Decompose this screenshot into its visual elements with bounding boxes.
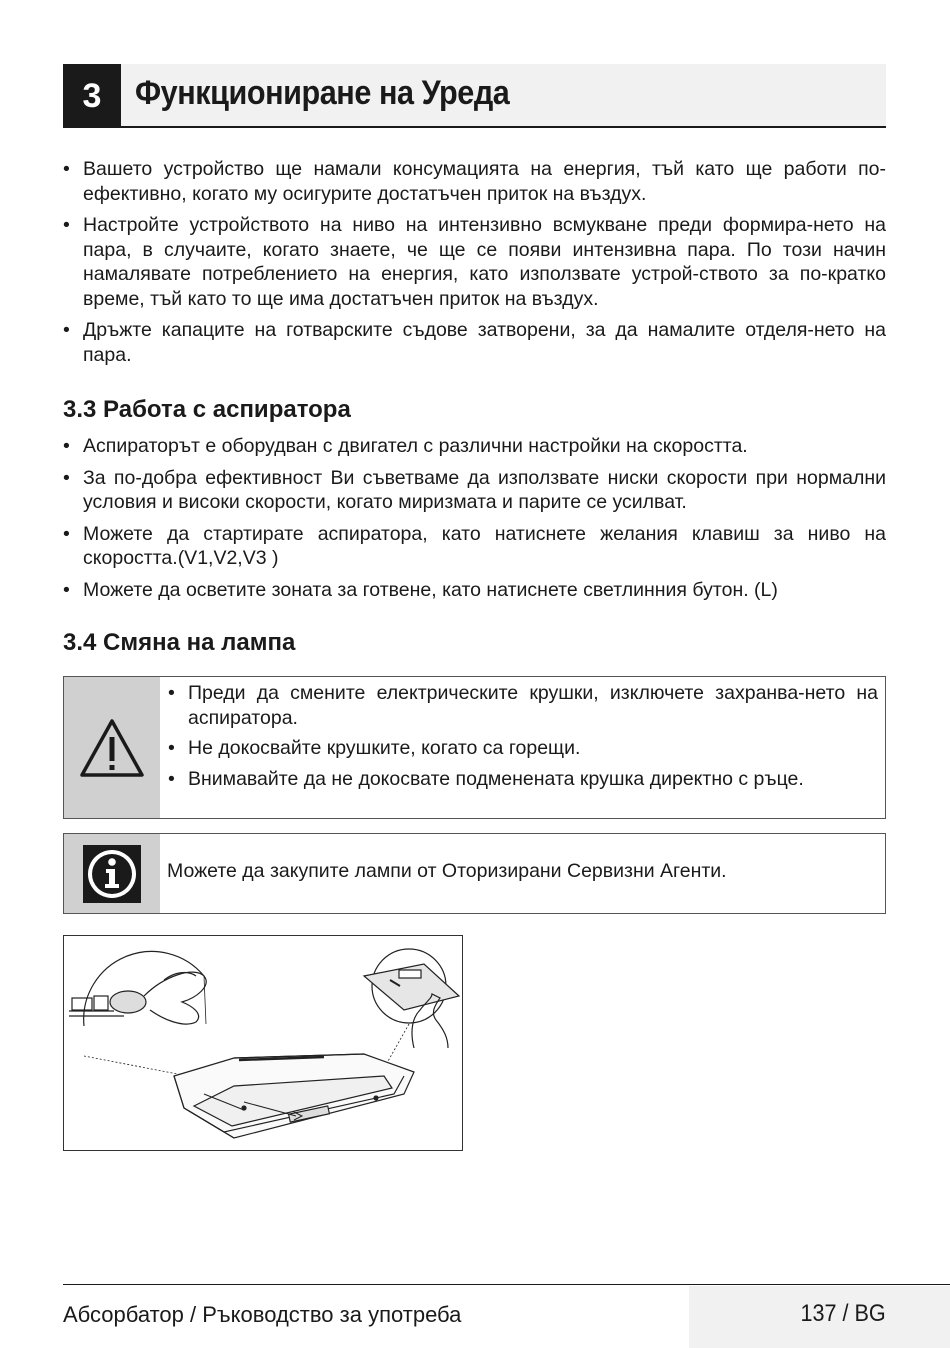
list-item: • Настройте устройството на ниво на интензивно всмукване преди формира-нето на пара, в случаите, когато знаете, че ще се появи интензивна пара. По този начин намалявате потреблението на енергия, като използвате устрой-ството за по-кратко време, тъй като то ще има достатъчен приток на въздух. (63, 213, 886, 311)
section-title: Функциониране на Уреда (135, 74, 510, 112)
warning-side-panel (64, 677, 160, 818)
footer-manual-title: Абсорбатор / Ръководство за употреба (63, 1302, 462, 1327)
list-item: • Внимавайте да не докосвате подменената крушка директно с ръце. (168, 767, 878, 792)
footer-page-box (689, 1286, 950, 1348)
list-item: • Дръжте капаците на готварските съдове затворени, за да намалите отделя-нето на пара. (63, 318, 886, 367)
section-header (63, 64, 886, 128)
list-item: • Преди да смените електрическите крушки, изключете захранва-нето на аспиратора. (168, 681, 878, 730)
subsection-title-3-4: 3.4 Смяна на лампа (63, 629, 296, 656)
list-item: • За по-добра ефективност Ви съветваме да използвате ниски скорости при нормални условия и високи скорости, когато миризмата и парите се усилват. (63, 466, 886, 515)
list-item: • Можете да осветите зоната за готвене, като натиснете светлинния бутон. (L) (63, 578, 886, 603)
info-icon (83, 845, 141, 903)
range-hood-illustration (64, 936, 462, 1150)
list-item: • Аспираторът е оборудван с двигател с различни настройки на скоростта. (63, 434, 886, 459)
list-item: • Можете да стартирате аспиратора, като натиснете желания клавиш за ниво на скоростта.(V1,V2,V3 ) (63, 522, 886, 571)
page-number: 137 / BG (800, 1300, 886, 1327)
list-item: • Вашето устройство ще намали консумацията на енергия, тъй като ще работи по-ефективно, когато му осигурите достатъчен приток на въздух. (63, 157, 886, 206)
warning-triangle-icon (78, 717, 146, 779)
section-number: 3 (63, 64, 121, 128)
warning-box (63, 676, 886, 819)
lamp-replacement-illustration (63, 935, 463, 1151)
info-box (63, 833, 886, 914)
footer-divider (63, 1284, 950, 1285)
warning-bullet-list (168, 681, 878, 797)
info-text: Можете да закупите лампи от Оторизирани Сервизни Агенти. (167, 860, 727, 882)
subsection-title-3-3: 3.3 Работа с аспиратора (63, 396, 351, 423)
list-item: • Не докосвайте крушките, когато са горещи. (168, 736, 878, 761)
operation-bullet-list (63, 434, 886, 609)
info-side-panel (64, 834, 160, 913)
intro-bullet-list (63, 157, 886, 374)
